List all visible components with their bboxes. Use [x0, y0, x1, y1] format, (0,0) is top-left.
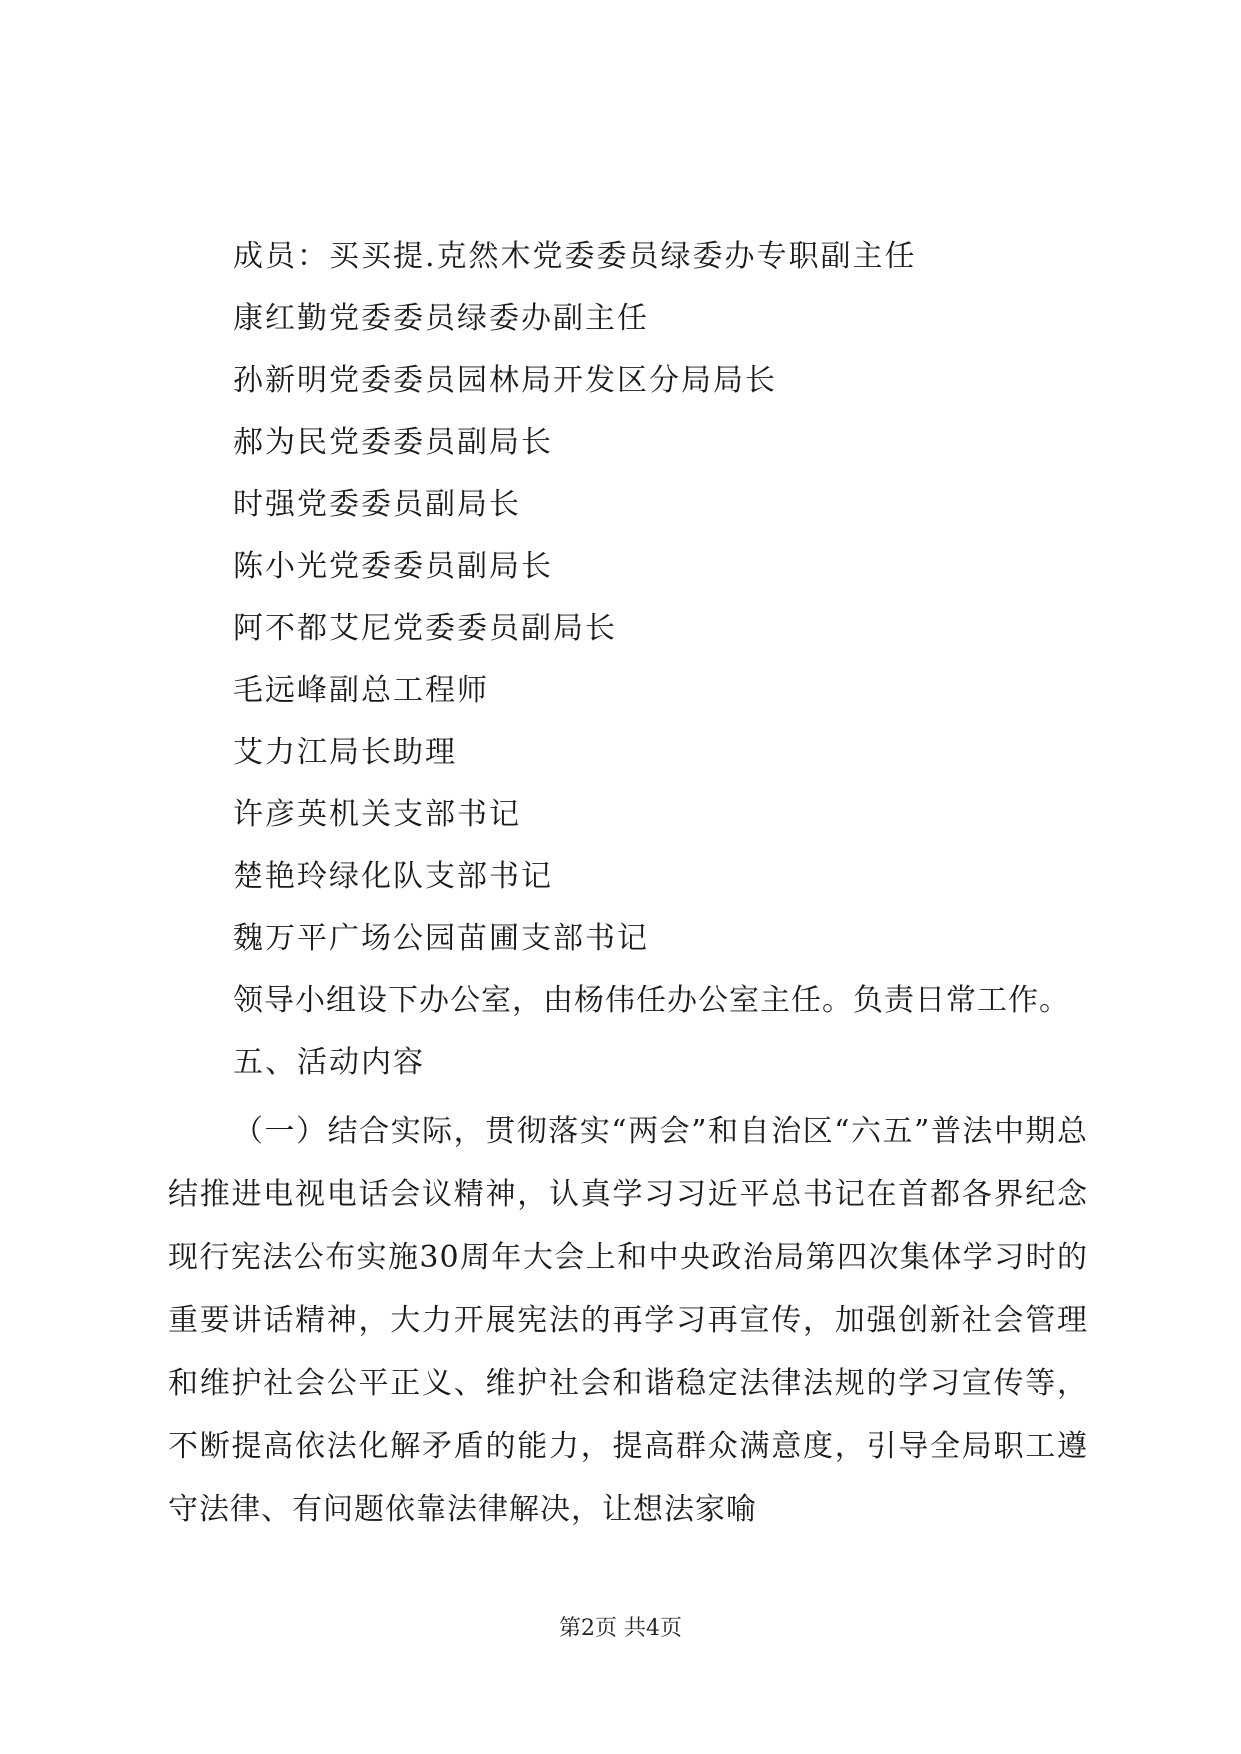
member-line: 楚艳玲绿化队支部书记 [233, 859, 553, 894]
member-line: 阿不都艾尼党委委员副局长 [233, 611, 617, 646]
member-line: 许彦英机关支部书记 [233, 797, 521, 832]
office-note-line: 领导小组设下办公室，由杨伟任办公室主任。负责日常工作。 [233, 983, 1070, 1018]
member-line: 魏万平广场公园苗圃支部书记 [233, 921, 649, 956]
member-line: 毛远峰副总工程师 [233, 673, 489, 708]
member-line: 孙新明党委委员园林局开发区分局局长 [233, 363, 777, 398]
section-heading: 五、活动内容 [233, 1045, 425, 1080]
member-line: 艾力江局长助理 [233, 735, 457, 770]
member-line: 郝为民党委委员副局长 [233, 425, 553, 460]
page-number-footer: 第2页 共4页 [559, 1616, 682, 1641]
activity-paragraph: （一）结合实际，贯彻落实“两会”和自治区“六五”普法中期总结推进电视电话会议精神，认真学习习近平总书记在首都各界纪念现行宪法公布实施30周年大会上和中央政治局第四次集体学习时的重要讲话精神，大力开展宪法的再学习再宣传，加强创新社会管理和维护社会公平正义、维护社会和谐稳定法律法规的学习宣传等，不断提高依法化解矛盾的能力，提高群众满意度，引导全局职工遵守法律、有问题依靠法律解决，让想法家喻 [168, 1114, 1088, 1527]
member-line: 康红勤党委委员绿委办副主任 [233, 301, 649, 336]
member-line: 时强党委委员副局长 [233, 487, 521, 522]
member-line: 陈小光党委委员副局长 [233, 549, 553, 584]
member-line: 成员：买买提.克然木党委委员绿委办专职副主任 [233, 239, 917, 274]
